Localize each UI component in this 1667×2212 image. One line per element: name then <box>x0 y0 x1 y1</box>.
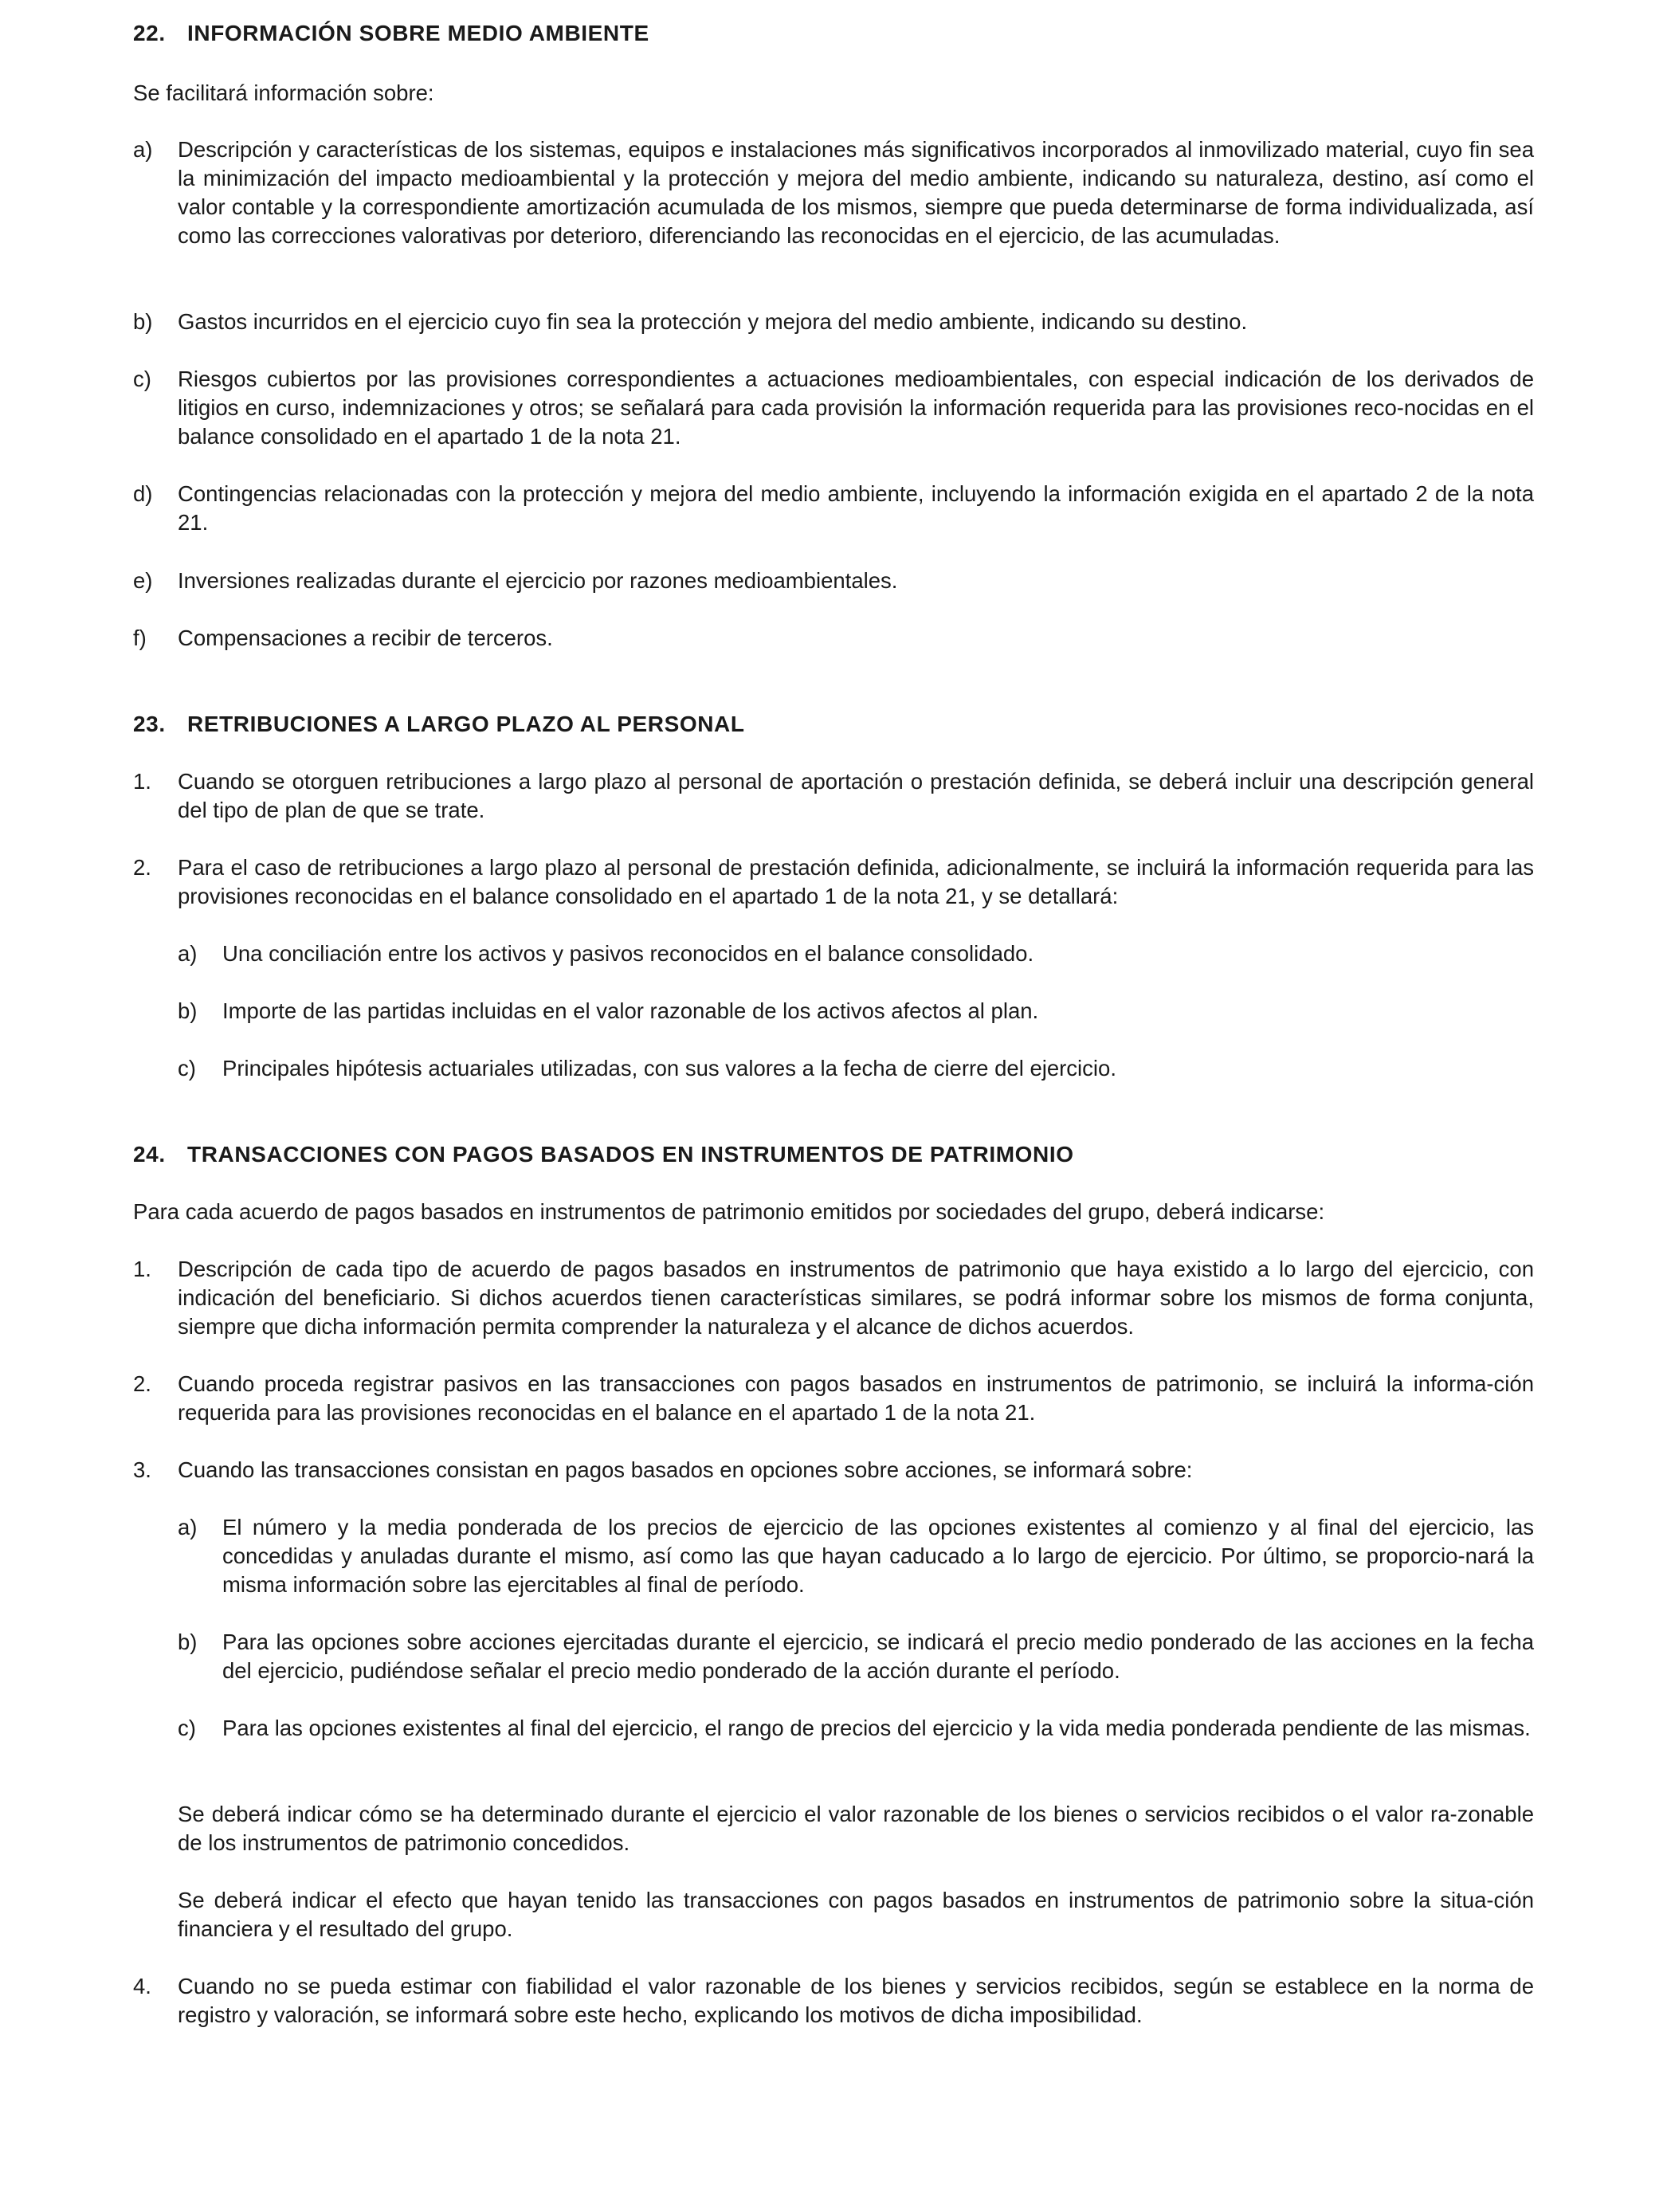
sub-list-item <box>178 1628 1579 1685</box>
section-23-heading <box>133 710 745 739</box>
item-text: Para el caso de retribuciones a largo plazo al personal de prestación definida, adicionalmente, se incluirá la información requerida para las provisiones reconocidas en el balance consolidado en el apartado 1 de la nota 21, y se detallará: <box>178 855 1534 908</box>
list-item <box>133 624 1534 653</box>
list-item <box>133 1456 1534 1484</box>
list-item <box>133 1370 1534 1427</box>
sub-list-item <box>178 939 1579 968</box>
item-text: Cuando no se pueda estimar con fiabilidad el valor razonable de los bienes y servicios recibidos, según se establece en la norma de registro y valoración, se informará sobre este hecho, explicando los motivos de dicha imposibilidad. <box>178 1974 1534 2027</box>
item-label: 3. <box>133 1457 151 1482</box>
item-text: Inversiones realizadas durante el ejercicio por razones medioambientales. <box>178 568 898 593</box>
item-label: 1. <box>133 769 151 794</box>
item-text: Cuando las transacciones consistan en pagos basados en opciones sobre acciones, se informará sobre: <box>178 1457 1193 1482</box>
sub-list-item <box>178 1054 1579 1083</box>
item-label: 2. <box>133 855 151 880</box>
item-label: b) <box>178 1630 198 1654</box>
section-title: TRANSACCIONES CON PAGOS BASADOS EN INSTRUMENTOS DE PATRIMONIO <box>187 1142 1074 1167</box>
item-label: a) <box>178 941 198 966</box>
item-label: b) <box>178 998 198 1023</box>
item-text: Contingencias relacionadas con la protección y mejora del medio ambiente, incluyendo la información exigida en el apartado 2 de la nota 21. <box>178 481 1534 535</box>
item-text: Compensaciones a recibir de terceros. <box>178 626 553 650</box>
item-label: f) <box>133 626 147 650</box>
item-label: e) <box>133 568 153 593</box>
item-label: d) <box>133 481 153 506</box>
section-number: 24. <box>133 1142 166 1167</box>
list-item <box>133 135 1534 250</box>
item-text: El número y la media ponderada de los precios de ejercicio de las opciones existentes al comienzo y al final del ejercicio, las concedidas y anuladas durante el mismo, así como las que hayan caducado a lo largo de ejercicio. Por último, se proporcio-nará la misma información sobre las ejercitables al final de período. <box>222 1515 1534 1597</box>
list-item <box>133 1972 1534 2030</box>
item-label: 2. <box>133 1371 151 1396</box>
list-item <box>133 567 1534 595</box>
item-text: Descripción y características de los sistemas, equipos e instalaciones más significativos incorporados al inmovilizado material, cuyo fin sea la minimización del impacto medioambiental y la protección y mejora del medio ambiente, indicando su naturaleza, destino, así como el valor contable y la correspondiente amortización acumulada de los mismos, siempre que pueda determinarse de forma individualizada, así como las correcciones valorativas por deterioro, diferenciando las reconocidas en el ejercicio, de las acumuladas. <box>178 137 1534 248</box>
list-item <box>133 308 1534 336</box>
item-text: Cuando proceda registrar pasivos en las transacciones con pagos basados en instrumentos de patrimonio, se incluirá la informa-ción requerida para las provisiones reconocidas en el balance en el apartado 1 de la nota 21. <box>178 1371 1534 1425</box>
item-label: b) <box>133 309 153 334</box>
list-item <box>133 480 1534 537</box>
section-24-intro: Para cada acuerdo de pagos basados en instrumentos de patrimonio emitidos por sociedades del grupo, deberá indicarse: <box>133 1199 1325 1224</box>
sub-list-item <box>178 1513 1579 1599</box>
list-item <box>133 1255 1534 1341</box>
item-label: 1. <box>133 1257 151 1281</box>
item-label: c) <box>178 1716 196 1740</box>
item-label: 4. <box>133 1974 151 1998</box>
section-title: RETRIBUCIONES A LARGO PLAZO AL PERSONAL <box>187 712 745 736</box>
section-number: 22. <box>133 21 166 45</box>
item-label: a) <box>178 1515 198 1539</box>
item-label: a) <box>133 137 153 162</box>
list-item <box>133 365 1534 451</box>
list-item <box>133 853 1534 911</box>
section-title: INFORMACIÓN SOBRE MEDIO AMBIENTE <box>187 21 649 45</box>
item-label: c) <box>133 367 151 391</box>
item-text: Riesgos cubiertos por las provisiones correspondientes a actuaciones medioambientales, con especial indicación de los derivados de litigios en curso, indemnizaciones y otros; se señalará para cada provisión la información requerida para las provisiones reco-nocidas en el balance consolidado en el apartado 1 de la nota 21. <box>178 367 1534 449</box>
sub-list-item <box>178 997 1579 1026</box>
section-22-heading <box>133 19 649 48</box>
item-text: Una conciliación entre los activos y pasivos reconocidos en el balance consolidado. <box>222 941 1034 966</box>
section-24-heading <box>133 1140 1074 1169</box>
item-text: Cuando se otorguen retribuciones a largo plazo al personal de aportación o prestación definida, se deberá incluir una descripción general del tipo de plan de que se trate. <box>178 769 1534 822</box>
note-paragraph: Se deberá indicar cómo se ha determinado durante el ejercicio el valor razonable de los bienes o servicios recibidos o el valor ra-zonable de los instrumentos de patrimonio concedidos. <box>178 1802 1534 1855</box>
item-text: Descripción de cada tipo de acuerdo de pagos basados en instrumentos de patrimonio que haya existido a lo largo del ejercicio, con indicación del beneficiario. Si dichos acuerdos tienen características similares, se podrá informar sobre los mismos de forma conjunta, siempre que dicha información permita comprender la naturaleza y el alcance de dichos acuerdos. <box>178 1257 1534 1339</box>
item-text: Gastos incurridos en el ejercicio cuyo fin sea la protección y mejora del medio ambiente, indicando su destino. <box>178 309 1248 334</box>
section-22-intro: Se facilitará información sobre: <box>133 80 434 105</box>
item-text: Para las opciones sobre acciones ejercitadas durante el ejercicio, se indicará el precio medio ponderado de las acciones en la fecha del ejercicio, pudiéndose señalar el precio medio ponderado de la acción durante el período. <box>222 1630 1534 1683</box>
item-label: c) <box>178 1056 196 1081</box>
item-text: Importe de las partidas incluidas en el valor razonable de los activos afectos al plan. <box>222 998 1039 1023</box>
sub-list-item <box>178 1714 1579 1743</box>
list-item <box>133 767 1534 825</box>
item-text: Principales hipótesis actuariales utilizadas, con sus valores a la fecha de cierre del ejercicio. <box>222 1056 1116 1081</box>
section-number: 23. <box>133 712 166 736</box>
note-paragraph: Se deberá indicar el efecto que hayan tenido las transacciones con pagos basados en instrumentos de patrimonio sobre la situa-ción financiera y el resultado del grupo. <box>178 1888 1534 1941</box>
item-text: Para las opciones existentes al final del ejercicio, el rango de precios del ejercicio y la vida media ponderada pendiente de las mismas. <box>222 1716 1531 1740</box>
